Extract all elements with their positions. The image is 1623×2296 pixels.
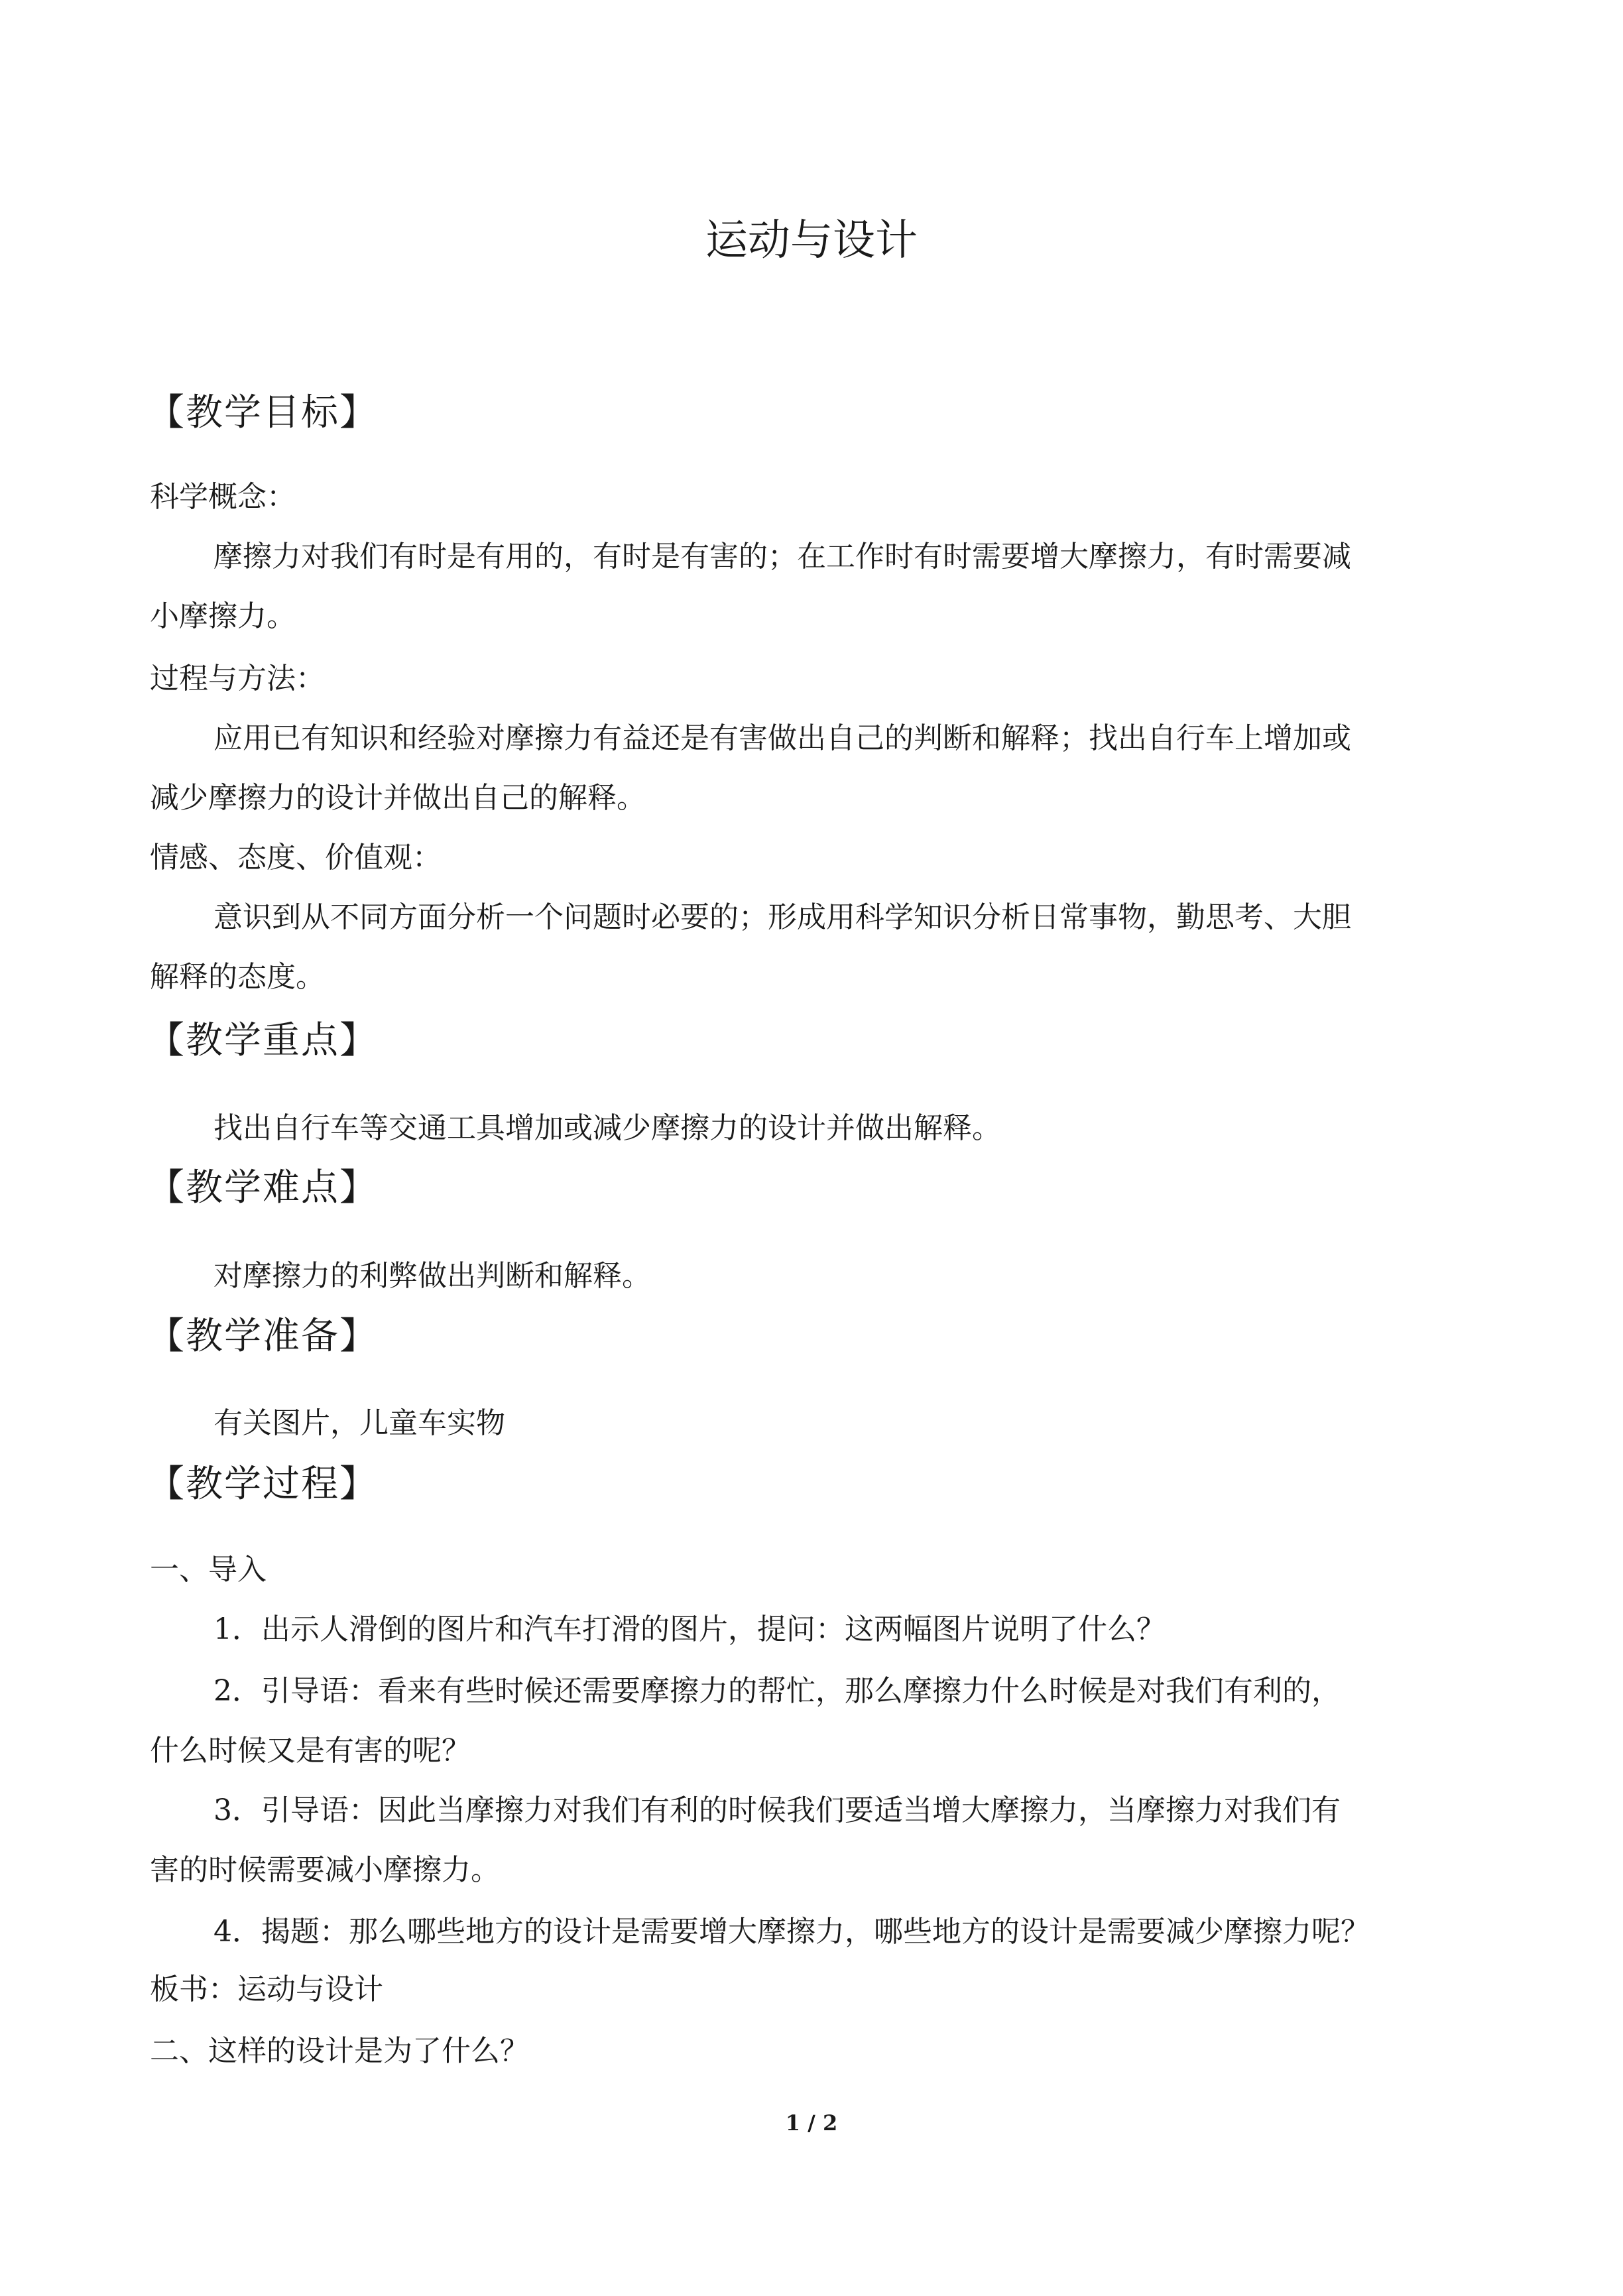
concept-text-line-2: 小摩擦力。 (150, 599, 296, 633)
document-title: 运动与设计 (705, 216, 918, 265)
process-item-1: 1．出示人滑倒的图片和汽车打滑的图片，提问：这两幅图片说明了什么？ (213, 1612, 1166, 1646)
process-part-1-title: 一、导入 (150, 1553, 267, 1587)
attitude-text-line-2: 解释的态度。 (150, 960, 325, 994)
preparation-text: 有关图片，儿童车实物 (213, 1406, 505, 1440)
process-item-4: 4．揭题：那么哪些地方的设计是需要增大摩擦力，哪些地方的设计是需要减少摩擦力呢？ (213, 1915, 1370, 1949)
key-points-text: 找出自行车等交通工具增加或减少摩擦力的设计并做出解释。 (213, 1111, 1001, 1145)
difficulties-text: 对摩擦力的利弊做出判断和解释。 (213, 1259, 651, 1293)
board-writing: 板书：运动与设计 (150, 1972, 383, 2006)
concept-label: 科学概念： (150, 480, 296, 514)
attitude-label: 情感、态度、价值观： (150, 841, 442, 875)
process-part-2-title: 二、这样的设计是为了什么？ (150, 2034, 529, 2068)
concept-text-line-1: 摩擦力对我们有时是有用的，有时是有害的；在工作时有时需要增大摩擦力，有时需要减 (213, 540, 1351, 574)
process-item-2-line-2: 什么时候又是有害的呢？ (150, 1734, 471, 1768)
section-heading-difficulties: 【教学难点】 (147, 1166, 378, 1209)
section-heading-objectives: 【教学目标】 (147, 391, 378, 434)
section-heading-key-points: 【教学重点】 (147, 1019, 378, 1062)
section-heading-process: 【教学过程】 (147, 1463, 378, 1506)
attitude-text-line-1: 意识到从不同方面分析一个问题时必要的；形成用科学知识分析日常事物，勤思考、大胆 (213, 900, 1351, 934)
process-text-line-2: 减少摩擦力的设计并做出自己的解释。 (150, 781, 646, 815)
process-item-2-line-1: 2．引导语：看来有些时候还需要摩擦力的帮忙，那么摩擦力什么时候是对我们有利的， (213, 1674, 1341, 1708)
process-item-3-line-1: 3．引导语：因此当摩擦力对我们有利的时候我们要适当增大摩擦力，当摩擦力对我们有 (213, 1793, 1341, 1827)
process-label: 过程与方法： (150, 662, 325, 695)
process-item-3-line-2: 害的时候需要减小摩擦力。 (150, 1853, 500, 1887)
process-text-line-1: 应用已有知识和经验对摩擦力有益还是有害做出自己的判断和解释；找出自行车上增加或 (213, 721, 1351, 755)
page-number: 1 / 2 (785, 2110, 838, 2136)
section-heading-preparation: 【教学准备】 (147, 1315, 378, 1358)
